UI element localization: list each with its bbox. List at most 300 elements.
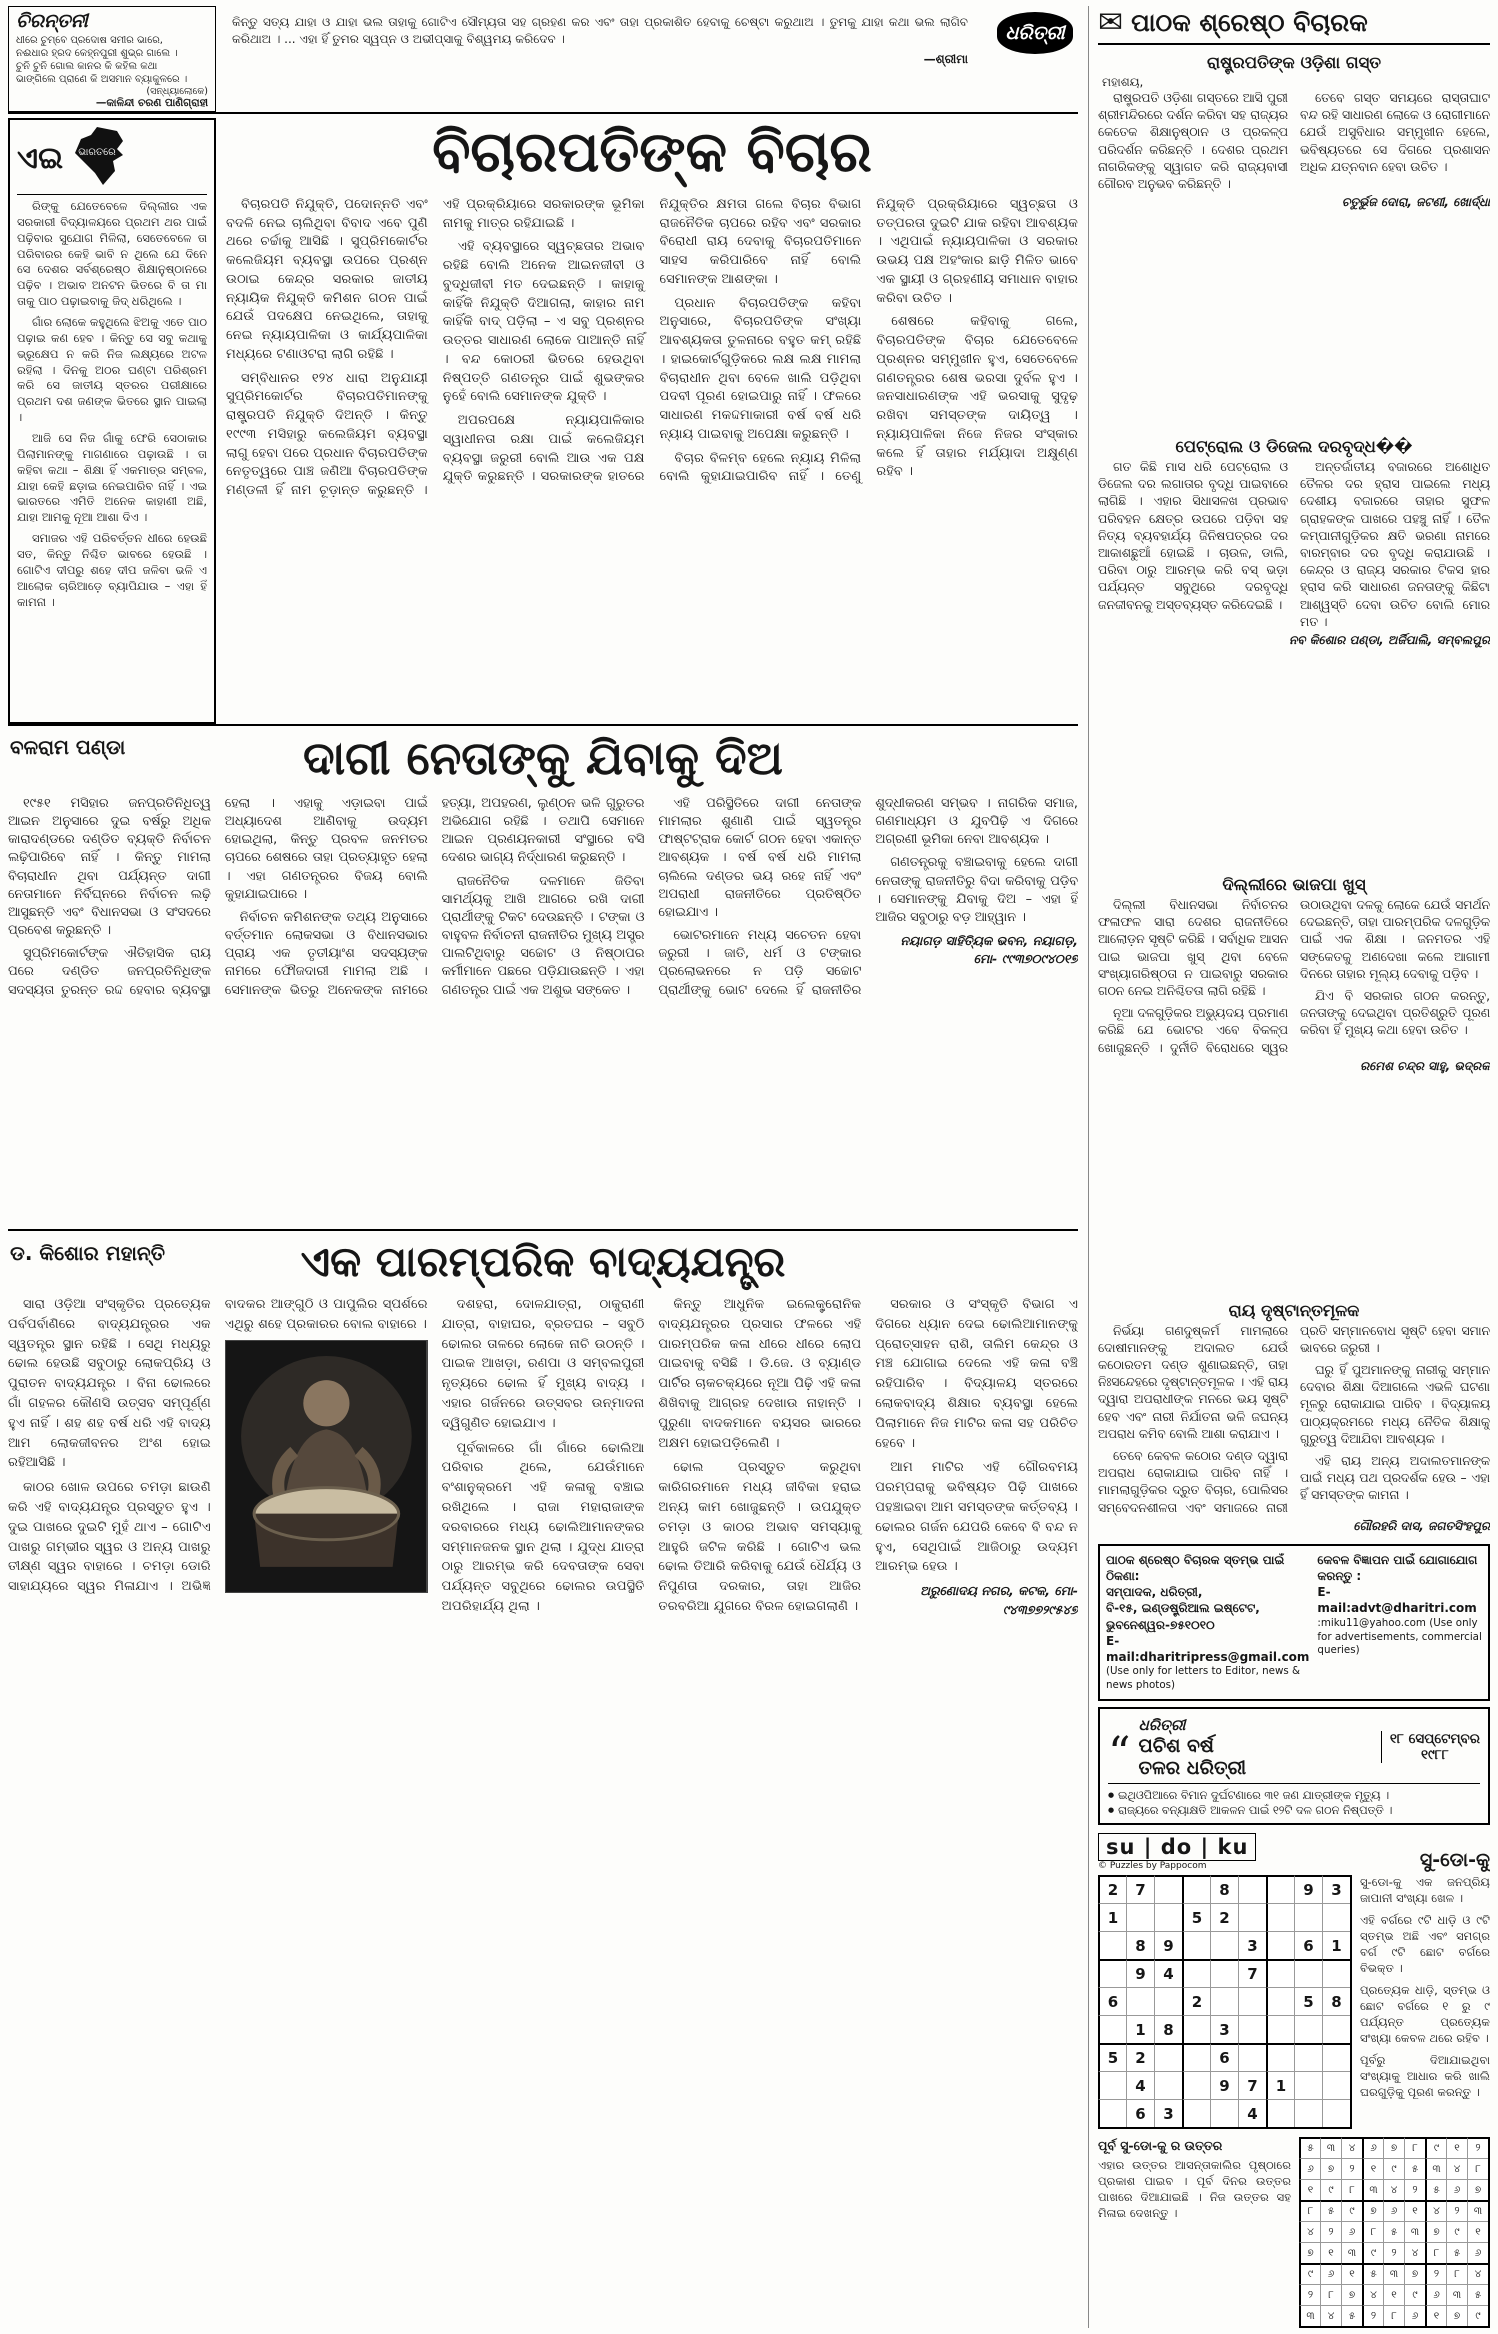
sudoku-cell[interactable]: 1 (1266, 2071, 1294, 2099)
sudoku-cell[interactable] (1210, 2099, 1238, 2127)
sudoku-cell[interactable]: 8 (1210, 1875, 1238, 1903)
sudoku-cell: ୫ (1467, 2284, 1488, 2305)
contact-box (1098, 1544, 1490, 1701)
sudoku-cell[interactable] (1098, 1959, 1126, 1987)
sudoku-cell[interactable]: 4 (1238, 2099, 1266, 2127)
paragraph: ଘରୁ ହିଁ ପୁଅମାନଙ୍କୁ ନାରୀକୁ ସମ୍ମାନ ଦେବାର ଶିକ୍ଷା ଦିଆଗଲେ ଏଭଳି ଘଟଣା ମୂଳରୁ ରୋକାଯାଇ ପାରିବ । ବିଦ୍ୟାଳୟ ପାଠ୍ୟକ୍ରମରେ ମଧ୍ୟ ନୈତିକ ଶିକ୍ଷାକୁ ଗୁରୁତ୍ୱ ଦିଆଯିବା ଆବଶ୍ୟକ । (1300, 1363, 1490, 1446)
sudoku-cell[interactable]: 8 (1154, 2015, 1182, 2043)
sudoku-section (1098, 1833, 1490, 2328)
sudoku-cell: ୬ (1320, 2263, 1341, 2284)
sudoku-cell[interactable] (1098, 2099, 1126, 2127)
years-ago-item: ● ରାଜ୍ୟରେ ବନ୍ୟାକ୍ଷତି ଆକଳନ ପାଇଁ ୧୨ଟି ଦଳ ଗଠନ ନିଷ୍ପତ୍ତି । (1108, 1803, 1480, 1818)
sudoku-cell[interactable] (1322, 1903, 1350, 1931)
chirantani-author: —କାଳିନ୍ଦୀ ଚରଣ ପାଣିଗ୍ରାହୀ (95, 97, 208, 109)
section-editorial (8, 114, 1078, 726)
sudoku-cell: ୭ (1404, 2263, 1425, 2284)
paragraph: ପୂର୍ବକାଳରେ ଗାଁ ଗାଁରେ ଢୋଲିଆ ପରିବାର ଥିଲେ, ଯେଉଁମାନେ ବଂଶାନୁକ୍ରମେ ଏହି କଳାକୁ ବଞ୍ଚାଇ ରଖିଥିଲେ । ରାଜା ମହାରାଜାଙ୍କ ଦରବାରରେ ମଧ୍ୟ ଢୋଲିଆମାନଙ୍କର ସମ୍ମାନଜନକ ସ୍ଥାନ ଥିଲା । ଯୁଦ୍ଧ ଯାତ୍ରା ଠାରୁ ଆରମ୍ଭ କରି ଦେବତାଙ୍କ ସେବା ପର୍ଯ୍ୟନ୍ତ ସବୁଥିରେ ଢୋଲର ଉପସ୍ଥିତି ଅପରିହାର୍ଯ୍ୟ ଥିଲା । (441, 1440, 645, 1614)
verse-line: ନଈଧାର ହ୍ରଦ କେହ୍ନପୁରୀ ଶୁଭ୍ର ଗାଲେ । (16, 48, 178, 59)
sudoku-cell[interactable] (1322, 2071, 1350, 2099)
sudoku-cell: ୭ (1446, 2305, 1467, 2326)
article2-body (8, 795, 1078, 1229)
svg-text:ଭାରତରେ: ଭାରତରେ (78, 147, 116, 158)
sudoku-cell[interactable] (1294, 2015, 1322, 2043)
sudoku-cell: ୪ (1404, 2242, 1425, 2263)
sudoku-cell[interactable] (1098, 2015, 1126, 2043)
masthead-logo (992, 6, 1078, 112)
sudoku-cell: ୮ (1341, 2179, 1362, 2200)
letter-heading: ଦିଲ୍ଲୀରେ ଭାଜପା ଖୁସ୍ (1222, 874, 1366, 894)
paragraph: ସରକାର ଓ ସଂସ୍କୃତି ବିଭାଗ ଏ ଦିଗରେ ଧ୍ୟାନ ଦେଇ ଢୋଲିଆମାନଙ୍କୁ ପ୍ରୋତ୍ସାହନ ରାଶି, ତାଲିମ କେନ୍ଦ୍ର ଓ ମଞ୍ଚ ଯୋଗାଇ ଦେଲେ ଏହି କଳା ବଞ୍ଚି ରହିପାରିବ । ବିଦ୍ୟାଳୟ ସ୍ତରରେ ଲୋକବାଦ୍ୟ ଶିକ୍ଷାର ବ୍ୟବସ୍ଥା ହେଲେ ପିଲାମାନେ ନିଜ ମାଟିର କଳା ସହ ପରିଚିତ ହେବେ । (875, 1297, 1078, 1451)
sudoku-cell[interactable]: 6 (1126, 2099, 1154, 2127)
sudoku-cell: ୨ (1383, 2242, 1404, 2263)
paragraph: ସମ୍ବିଧାନର ୧୨୪ ଧାରା ଅନୁଯାୟୀ ସୁପ୍ରିମକୋର୍ଟର ବିଚାରପତିମାନଙ୍କୁ ରାଷ୍ଟ୍ରପତି ନିଯୁକ୍ତି ଦିଅନ୍ତି । କିନ୍ତୁ ୧୯୯୩ ମସିହାରୁ କଲେଜିୟମ ବ୍ୟବସ୍ଥା ଲାଗୁ ହେବା ପରେ ପ୍ରଧାନ ବିଚାରପତିଙ୍କ ନେତୃତ୍ୱରେ ପାଞ୍ଚ ଜଣିଆ ବିଚାରପତିଙ୍କ ମଣ୍ଡଳୀ ହିଁ ନାମ ଚୂଡ଼ାନ୍ତ କରୁଛନ୍ତି । ଏହି ପ୍ରକ୍ରିୟାରେ ସରକାରଙ୍କ ଭୂମିକା ନାମକୁ ମାତ୍ର ରହିଯାଇଛି । (226, 197, 645, 499)
sudoku-cell: ୨ (1341, 2158, 1362, 2179)
sudoku-cell[interactable] (1266, 1959, 1294, 1987)
paragraph: ତେବେ କେବଳ କଠୋର ଦଣ୍ଡ ଦ୍ୱାରା ଅପରାଧ ରୋକାଯାଇ ପାରିବ ନାହିଁ । ମାମଲାଗୁଡ଼ିକର ଦ୍ରୁତ ବିଚାର, ପୋଲିସର ସମ୍ବେଦନଶୀଳତା ଏବଂ ସମାଜରେ ନାରୀ ପ୍ରତି ସମ୍ମାନବୋଧ ସୃଷ୍ଟି ହେବା ସମାନ ଭାବରେ ଜରୁରୀ । (1098, 1323, 1490, 1515)
contact-editorial (1106, 1552, 1309, 1693)
verse-line: ଧୀରେ ଚୁମ୍ବେ ପ୍ରଦୋଷ ସମୀର ଭାରେ, (16, 35, 163, 46)
sudoku-header (1098, 1833, 1490, 1871)
sudoku-cell: ୩ (1467, 2200, 1488, 2221)
sudoku-cell: ୯ (1320, 2179, 1341, 2200)
sudoku-cell[interactable]: 5 (1182, 1903, 1210, 1931)
years-ago-item: ● ଇଥିଓପିଆରେ ବିମାନ ଦୁର୍ଘଟଣାରେ ୩୧ ଜଣ ଯାତ୍ରୀଙ୍କ ମୃତ୍ୟୁ । (1108, 1788, 1480, 1803)
sudoku-cell: ୧ (1341, 2263, 1362, 2284)
sudoku-cell: ୩ (1383, 2263, 1404, 2284)
sudoku-cell[interactable]: 7 (1238, 1959, 1266, 1987)
paragraph: ଏହି ରାୟ ଅନ୍ୟ ଅଦାଲତମାନଙ୍କ ପାଇଁ ମଧ୍ୟ ପଥ ପ୍ରଦର୍ଶକ ହେଉ – ଏହା ହିଁ ସମସ୍ତଙ୍କ କାମନା । (1300, 1454, 1490, 1503)
sudoku-cell[interactable]: 9 (1154, 1931, 1182, 1959)
paragraph: ଗଣତନ୍ତ୍ରକୁ ବଞ୍ଚାଇବାକୁ ହେଲେ ଦାଗୀ ନେତାଙ୍କୁ ରାଜନୀତିରୁ ବିଦା କରିବାକୁ ପଡ଼ିବ । ସେମାନଙ୍କୁ ଯିବାକୁ ଦିଅ – ଏହା ହିଁ ଆଜିର ସବୁଠାରୁ ବଡ଼ ଆହ୍ୱାନ । (875, 855, 1078, 925)
sudoku-cell[interactable] (1210, 1931, 1238, 1959)
sudoku-cell: ୮ (1320, 2284, 1341, 2305)
letter-body (1098, 897, 1490, 1057)
years-ago-header (1108, 1714, 1480, 1784)
letter-heading: ରାୟ ଦୃଷ୍ଟାନ୍ତମୂଳକ (1228, 1300, 1360, 1320)
sudoku-cell: ୪ (1320, 2305, 1341, 2326)
sudoku-cell[interactable] (1182, 1875, 1210, 1903)
years-ago-title (1139, 1714, 1373, 1780)
contact-line: ସମ୍ପାଦକ, ଧରିତ୍ରୀ, (1106, 1585, 1203, 1600)
sudoku-cell[interactable] (1266, 2043, 1294, 2071)
paragraph: ଢୋଲ ପ୍ରସ୍ତୁତ କରୁଥିବା କାରିଗରମାନେ ମଧ୍ୟ ଜୀବିକା ହରାଇ ଅନ୍ୟ କାମ ଖୋଜୁଛନ୍ତି । ଉପଯୁକ୍ତ ଚମଡ଼ା ଓ କାଠର ଅଭାବ ସମସ୍ୟାକୁ ଆହୁରି ଜଟିଳ କରିଛି । ଗୋଟିଏ ଭଲ ଢୋଲ ତିଆରି କରିବାକୁ ଯେଉଁ ଧୈର୍ଯ୍ୟ ଓ ନିପୁଣତା ଦରକାର, ତାହା ଆଜିର ତରବରିଆ ଯୁଗରେ ବିରଳ ହୋଇଗଲାଣି । (658, 1460, 862, 1614)
paragraph: ଆଜି ସେ ନିଜ ଗାଁକୁ ଫେରି ସେଠାକାର ପିଲାମାନଙ୍କୁ ମାଗଣାରେ ପଢ଼ାଉଛି । ତା କହିବା କଥା – ଶିକ୍ଷା ହିଁ ଏକମାତ୍ର ସମ୍ବଳ, ଯାହା କେହି ଛଡ଼ାଇ ନେଇପାରିବ ନାହିଁ । ଏଇ ଭାରତରେ ଏମିତି ଅନେକ କାହାଣୀ ଅଛି, ଯାହା ଆମକୁ ନୂଆ ଆଶା ଦିଏ । (17, 431, 207, 525)
sudoku-cell: ୩ (1341, 2242, 1362, 2263)
article3-headline: ଏକ ପାରମ୍ପରିକ ବାଦ୍ୟଯନ୍ତ୍ର (300, 1237, 786, 1286)
contact-line: ପାଠକ ଶ୍ରେଷ୍ଠ ବିଚାରକ ସ୍ତମ୍ଭ ପାଇଁ ଠିକଣା: (1106, 1552, 1285, 1584)
paragraph: ଗାଁର ଲୋକେ କହୁଥିଲେ ଝିଅକୁ ଏତେ ପାଠ ପଢ଼ାଇ କଣ ହେବ । କିନ୍ତୁ ସେ ସବୁ କଥାକୁ ଭ୍ରୂକ୍ଷେପ ନ କରି ନିଜ ଲକ୍ଷ୍ୟରେ ଅଟଳ ରହିଲା । ଦିନକୁ ଅଠର ଘଣ୍ଟା ପରିଶ୍ରମ କରି ସେ ଜାତୀୟ ସ୍ତରର ପରୀକ୍ଷାରେ ପ୍ରଥମ ଦଶ ଜଣଙ୍କ ଭିତରେ ସ୍ଥାନ ପାଇଲା । (17, 315, 207, 425)
sudoku-cell[interactable]: 2 (1098, 1875, 1126, 1903)
sudoku-cell: ୨ (1299, 2284, 1320, 2305)
sudoku-cell[interactable] (1266, 2099, 1294, 2127)
sudoku-cell[interactable] (1322, 2099, 1350, 2127)
letter-president-visit (1098, 49, 1490, 214)
contact-note: (Use only for letters to Editor, news & news photos) (1106, 1665, 1301, 1692)
sudoku-instructions (1360, 1875, 1490, 2129)
sudoku-cell: ୫ (1362, 2263, 1383, 2284)
letter-verdict (1098, 1297, 1490, 1538)
sudoku-cell: ୪ (1299, 2221, 1320, 2242)
sudoku-cell[interactable]: 7 (1126, 1875, 1154, 1903)
sudoku-cell[interactable]: 5 (1098, 2043, 1126, 2071)
sudoku-cell: ୫ (1299, 2137, 1320, 2158)
article1 (226, 118, 1078, 724)
years-title-line: ପଚିଶ ବର୍ଷ (1138, 1734, 1214, 1757)
years-ago-items (1108, 1788, 1480, 1819)
quote-mark-icon (1108, 1727, 1131, 1767)
sudoku-cell[interactable]: 9 (1126, 1959, 1154, 1987)
sudoku-cell: ୪ (1467, 2263, 1488, 2284)
sudoku-logo: su | do | ku (1098, 1833, 1256, 1861)
sudoku-cell: ୩ (1362, 2179, 1383, 2200)
sudoku-cell[interactable] (1154, 2043, 1182, 2071)
letter-salutation: ମହାଶୟ, (1102, 75, 1144, 89)
article2 (8, 726, 1078, 1231)
sudoku-answer-note (1098, 2137, 1291, 2222)
sudoku-cell[interactable]: 4 (1126, 2071, 1154, 2099)
paragraph: ଦଶହରା, ଦୋଳଯାତ୍ରା, ଠାକୁରାଣୀ ଯାତ୍ରା, ବାହାଘର, ବ୍ରତଘର – ସବୁଠି ଢୋଲର ତାଳରେ ଲୋକେ ନାଚି ଉଠନ୍ତି । ପାଇକ ଆଖଡ଼ା, ରଣପା ଓ ସମ୍ବଲପୁରୀ ନୃତ୍ୟରେ ଢୋଲ ହିଁ ମୁଖ୍ୟ ବାଦ୍ୟ । ଏହାର ଗର୍ଜନରେ ଉତ୍ସବର ଉନ୍ମାଦନା ଦ୍ୱିଗୁଣିତ ହୋଇଯାଏ । (441, 1297, 645, 1431)
sudoku-cell[interactable] (1098, 1931, 1126, 1959)
sudoku-cell[interactable]: 6 (1098, 1987, 1126, 2015)
sudoku-cell[interactable]: 9 (1294, 1875, 1322, 1903)
sudoku-cell: ୯ (1299, 2263, 1320, 2284)
article1-body (226, 196, 1078, 724)
article2-signature: ନୟାଗଡ଼ ସାହିତ୍ୟିକ ଭବନ, ନୟାଗଡ଼, ମୋ- ୯୯୩୭୦୯୪୦୧୭ (900, 933, 1078, 966)
sudoku-cell: ୩ (1320, 2137, 1341, 2158)
paragraph: ବିଚାରପତି ନିଯୁକ୍ତି, ପଦୋନ୍ନତି ଏବଂ ବଦଳି ନେଇ ଚାଲିଥିବା ବିବାଦ ଏବେ ପୁଣି ଥରେ ଚର୍ଚ୍ଚାକୁ ଆସିଛି । ସୁପ୍ରିମକୋର୍ଟର କଲେଜିୟମ ବ୍ୟବସ୍ଥା ଉପରେ ପ୍ରଶ୍ନ ଉଠାଇ କେନ୍ଦ୍ର ସରକାର ଜାତୀୟ ନ୍ୟାୟିକ ନିଯୁକ୍ତି କମିଶନ ଗଠନ ପାଇଁ ଯେଉଁ ପଦକ୍ଷେପ ନେଇଥିଲେ, ତାହାକୁ ନେଇ ନ୍ୟାୟପାଳିକା ଓ କାର୍ଯ୍ୟପାଳିକା ମଧ୍ୟରେ ଟଣାଓଟରା ଲାଗି ରହିଛି । (226, 197, 428, 362)
sudoku-cell: ୨ (1467, 2137, 1488, 2158)
sudoku-cell[interactable] (1098, 2071, 1126, 2099)
sudoku-cell: ୨ (1320, 2221, 1341, 2242)
sudoku-cell[interactable] (1266, 2015, 1294, 2043)
sudoku-cell[interactable]: 7 (1238, 2071, 1266, 2099)
sudoku-cell[interactable]: 3 (1238, 1931, 1266, 1959)
sudoku-cell: ୮ (1446, 2263, 1467, 2284)
letter-fuel-price (1098, 433, 1490, 652)
verse-line: ଚୁନି ଚୁନି ଗୋଲ କାନର କି କହିଲ କଥା (16, 61, 158, 72)
sudoku-cell[interactable] (1182, 2015, 1210, 2043)
letter-signature: ରମେଶ ଚନ୍ଦ୍ର ସାହୁ, ଭଦ୍ରକ (1359, 1058, 1490, 1073)
sudoku-cell[interactable]: 2 (1182, 1987, 1210, 2015)
sudoku-cell: ୭ (1362, 2200, 1383, 2221)
sudoku-credit: © Puzzles by Pappocom (1098, 1861, 1207, 1871)
sudoku-grid[interactable] (1098, 1875, 1352, 2129)
sudoku-cell[interactable] (1154, 1987, 1182, 2015)
sudoku-cell: ୧ (1320, 2242, 1341, 2263)
sudoku-cell: ୫ (1341, 2305, 1362, 2326)
instruction-line: ପ୍ରତ୍ୟେକ ଧାଡ଼ି, ସ୍ତମ୍ଭ ଓ ଛୋଟ ବର୍ଗରେ ୧ ରୁ ୯ ପର୍ଯ୍ୟନ୍ତ ପ୍ରତ୍ୟେକ ସଂଖ୍ୟା କେବଳ ଥରେ ରହିବ । (1360, 1982, 1490, 2045)
sudoku-cell[interactable]: 6 (1294, 1931, 1322, 1959)
sudoku-odia-title: ସୁ-ଡୋ-କୁ (1419, 1849, 1490, 1871)
sudoku-cell[interactable] (1266, 1931, 1294, 1959)
paragraph: ଯିଏ ବି ସରକାର ଗଠନ କରନ୍ତୁ, ଜନତାଙ୍କୁ ଦେଇଥିବା ପ୍ରତିଶ୍ରୁତି ପୂରଣ କରିବା ହିଁ ମୁଖ୍ୟ କଥା ହେବା ଉଚିତ । (1300, 988, 1490, 1038)
chirantani-box (8, 6, 216, 112)
sudoku-cell[interactable] (1266, 1903, 1294, 1931)
sudoku-cell: ୩ (1404, 2221, 1425, 2242)
sudoku-cell[interactable] (1238, 1903, 1266, 1931)
answer-note-text: ଏହାର ଉତ୍ତର ଆସନ୍ତାକାଲିର ପୃଷ୍ଠାରେ ପ୍ରକାଶ ପାଇବ । ପୂର୍ବ ଦିନର ଉତ୍ତର ପାଖରେ ଦିଆଯାଇଛି । ନିଜ ଉତ୍ତର ସହ ମିଳାଇ ଦେଖନ୍ତୁ । (1098, 2158, 1291, 2221)
sudoku-cell[interactable] (1182, 1931, 1210, 1959)
sudoku-cell: ୭ (1425, 2221, 1446, 2242)
instruction-line: ଏହି ବର୍ଗରେ ୯ଟି ଧାଡ଼ି ଓ ୯ଟି ସ୍ତମ୍ଭ ଅଛି ଏବଂ ସମଗ୍ର ବର୍ଗ ୯ଟି ଛୋଟ ବର୍ଗରେ ବିଭକ୍ତ । (1360, 1912, 1490, 1975)
letters-section-header (1098, 6, 1490, 45)
sudoku-cell[interactable] (1266, 1987, 1294, 2015)
sudoku-cell: ୯ (1425, 2137, 1446, 2158)
letters-rail (1088, 6, 1490, 2328)
sudoku-cell[interactable] (1294, 1959, 1322, 1987)
daily-quote-author: —ଶ୍ରୀମା (923, 51, 968, 66)
paragraph: ଅପରପକ୍ଷେ ନ୍ୟାୟପାଳିକାର ସ୍ୱାଧୀନତା ରକ୍ଷା ପାଇଁ କଲେଜିୟମ ବ୍ୟବସ୍ଥା ଜରୁରୀ ବୋଲି ଆଉ ଏକ ପକ୍ଷ ଯୁକ୍ତି କରୁଛନ୍ତି । ସରକାରଙ୍କ ହାତରେ ନିଯୁକ୍ତିର କ୍ଷମତା ଗଲେ ବିଚାର ବିଭାଗ ରାଜନୈତିକ ଚାପରେ ରହିବ ଏବଂ ସରକାର ବିରୋଧୀ ରାୟ ଦେବାକୁ ବିଚାରପତିମାନେ ସାହସ କରିପାରିବେ ନାହିଁ ବୋଲି ସେମାନଙ୍କ ଆଶଙ୍କା । (442, 197, 862, 485)
article1-headline: ବିଚାରପତିଙ୍କ ବିଚାର (432, 120, 872, 185)
chirantani-title: ଚିରନ୍ତନୀ (16, 10, 88, 32)
paragraph: ସୁପ୍ରିମକୋର୍ଟଙ୍କ ଐତିହାସିକ ରାୟ ପରେ ଦଣ୍ଡିତ ଜନପ୍ରତିନିଧିଙ୍କ ସଦସ୍ୟତା ତୁରନ୍ତ ରଦ୍ଦ ହେବାର ବ୍ୟବସ୍ଥା ହେଲା । ଏହାକୁ ଏଡ଼ାଇବା ପାଇଁ ଅଧ୍ୟାଦେଶ ଆଣିବାକୁ ଉଦ୍ୟମ ହୋଇଥିଲା, କିନ୍ତୁ ପ୍ରବଳ ଜନମତର ଚାପରେ ଶେଷରେ ତାହା ପ୍ରତ୍ୟାହୃତ ହେଲା । ଏହା ଗଣତନ୍ତ୍ରର ବିଜୟ ବୋଲି କୁହାଯାଇପାରେ । (8, 796, 428, 998)
chirantani-source: (ସନ୍ଧ୍ୟାଲୋକେ) (146, 86, 208, 97)
sudoku-cell[interactable] (1210, 1987, 1238, 2015)
sudoku-puzzle-row (1098, 1875, 1490, 2129)
article2-header (8, 731, 1078, 787)
sudoku-answer-grid (1299, 2137, 1490, 2328)
paragraph: ଏହି ପରିସ୍ଥିତିରେ ଦାଗୀ ନେତାଙ୍କ ମାମଲାର ଶୁଣାଣି ପାଇଁ ସ୍ୱତନ୍ତ୍ର ଫାଷ୍ଟଟ୍ରାକ କୋର୍ଟ ଗଠନ ହେବା ଏକାନ୍ତ ଆବଶ୍ୟକ । ବର୍ଷ ବର୍ଷ ଧରି ମାମଲା ଚାଲିଲେ ଦଣ୍ଡର ଭୟ ରହେ ନାହିଁ ଏବଂ ଅପରାଧୀ ରାଜନୀତିରେ ପ୍ରତିଷ୍ଠିତ ହୋଇଯାଏ । (658, 796, 862, 920)
drummer-photo (225, 1340, 428, 1593)
sudoku-cell[interactable] (1182, 2043, 1210, 2071)
sudoku-cell[interactable] (1322, 1959, 1350, 1987)
sudoku-cell: ୭ (1299, 2242, 1320, 2263)
years-ago-box (1098, 1707, 1490, 1825)
previous-answer-label: ପୂର୍ବ ସୁ-ଡୋ-କୁ ର ଉତ୍ତର (1098, 2138, 1223, 2153)
sudoku-cell: ୯ (1446, 2221, 1467, 2242)
sudoku-cell: ୧ (1362, 2158, 1383, 2179)
sudoku-cell[interactable] (1154, 1875, 1182, 1903)
sudoku-cell: ୯ (1404, 2284, 1425, 2305)
sudoku-cell: ୫ (1383, 2221, 1404, 2242)
years-title-line: ତଳର ଧରିତ୍ରୀ (1138, 1756, 1247, 1779)
sudoku-cell[interactable]: 9 (1210, 2071, 1238, 2099)
sudoku-cell: ୬ (1446, 2179, 1467, 2200)
sudoku-cell[interactable]: 1 (1126, 2015, 1154, 2043)
sudoku-cell: ୬ (1404, 2305, 1425, 2326)
sudoku-cell: ୩ (1425, 2158, 1446, 2179)
sudoku-cell[interactable]: 1 (1098, 1903, 1126, 1931)
paragraph: କାଠର ଖୋଳ ଉପରେ ଚମଡ଼ା ଛାଉଣି କରି ଏହି ବାଦ୍ୟଯନ୍ତ୍ର ପ୍ରସ୍ତୁତ ହୁଏ । ଦୁଇ ପାଖରେ ଦୁଇଟି ମୁହଁ ଥାଏ – ଗୋଟିଏ ପାଖରୁ ଗମ୍ଭୀର ସ୍ୱର ଓ ଅନ୍ୟ ପାଖରୁ ତୀକ୍ଷ୍ଣ ସ୍ୱର ବାହାରେ । ଚମଡ଼ା ଡୋରି ସାହାଯ୍ୟରେ ସ୍ୱର ମିଳାଯାଏ । ଅଭିଜ୍ଞ ବାଦକର ଆଙ୍ଗୁଠି ଓ ପାପୁଲିର ସ୍ପର୍ଶରେ ଏଥିରୁ ଶହେ ପ୍ରକାରର ବୋଲ ବାହାରେ । (8, 1297, 428, 1595)
paragraph: ସାରା ଓଡ଼ିଆ ସଂସ୍କୃତିର ପ୍ରତ୍ୟେକ ପର୍ବପର୍ବାଣିରେ ବାଦ୍ୟଯନ୍ତ୍ରର ଏକ ସ୍ୱତନ୍ତ୍ର ସ୍ଥାନ ରହିଛି । ସେଥି ମଧ୍ୟରୁ ଢୋଲ ହେଉଛି ସବୁଠାରୁ ଲୋକପ୍ରିୟ ଓ ପୁରାତନ ବାଦ୍ୟଯନ୍ତ୍ର । ବିନା ଢୋଲରେ ଗାଁ ଗହଳର କୌଣସି ଉତ୍ସବ ସମ୍ପୂର୍ଣ୍ଣ ହୁଏ ନାହିଁ । ଶହ ଶହ ବର୍ଷ ଧରି ଏହି ବାଦ୍ୟ ଆମ ଲୋକଜୀବନର ଅଂଶ ହୋଇ ରହିଆସିଛି । (8, 1297, 211, 1471)
article3-header (8, 1237, 1078, 1287)
sudoku-cell[interactable] (1322, 2043, 1350, 2071)
sudoku-cell: ୪ (1383, 2179, 1404, 2200)
sudoku-cell[interactable]: 1 (1322, 1931, 1350, 1959)
sudoku-cell: ୫ (1425, 2179, 1446, 2200)
letter-heading: ପେଟ୍ରୋଲ ଓ ଡିଜେଲ ଦରବୃଦ୍ଧ�� (1175, 437, 1413, 457)
sudoku-cell: ୮ (1383, 2305, 1404, 2326)
sudoku-cell[interactable] (1294, 1903, 1322, 1931)
ei-title-text: ଏଇ (17, 140, 64, 176)
ei-bharatare-header (17, 125, 207, 195)
sudoku-cell: ୪ (1341, 2137, 1362, 2158)
sudoku-cell: ୨ (1362, 2305, 1383, 2326)
ei-bharatare-column (8, 118, 216, 724)
sudoku-cell: ୧ (1425, 2305, 1446, 2326)
sudoku-cell: ୫ (1404, 2158, 1425, 2179)
sudoku-cell: ୨ (1446, 2200, 1467, 2221)
sudoku-cell[interactable]: 3 (1210, 2015, 1238, 2043)
sudoku-cell: ୮ (1362, 2221, 1383, 2242)
main-area (8, 6, 1078, 2328)
sudoku-cell: ୮ (1467, 2158, 1488, 2179)
article3-byline: ଡ. କିଶୋର ମହାନ୍ତି (10, 1241, 165, 1265)
letter-body (1098, 1323, 1490, 1517)
article2-headline: ଦାଗୀ ନେତାଙ୍କୁ ଯିବାକୁ ଦିଅ (303, 731, 783, 785)
sudoku-cell: ୬ (1383, 2200, 1404, 2221)
article3-body (8, 1295, 1078, 2328)
sudoku-cell: ୮ (1299, 2200, 1320, 2221)
article2-byline: ବଳରାମ ପଣ୍ଡା (10, 735, 126, 759)
sudoku-cell: ୧ (1299, 2179, 1320, 2200)
sudoku-cell: ୭ (1467, 2179, 1488, 2200)
paragraph: ରିଙ୍କୁ ଯେତେବେଳେ ଦିଲ୍ଲୀର ଏକ ସରକାରୀ ବିଦ୍ୟାଳୟରେ ପ୍ରଥମ ଥର ପାଇଁ ପଢ଼ିବାର ସୁଯୋଗ ମିଳିଲା, ସେତେବେଳେ ତା ପରିବାରର କେହି ଭାବି ନ ଥିଲେ ଯେ ଦିନେ ସେ ଦେଶର ସର୍ବଶ୍ରେଷ୍ଠ ଶିକ୍ଷାନୁଷ୍ଠାନରେ ପଢ଼ିବ । ଅଭାବ ଅନଟନ ଭିତରେ ବି ତା ମା ତାକୁ ପାଠ ପଢ଼ାଇବାକୁ ଜିଦ୍ ଧରିଥିଲେ । (17, 199, 207, 309)
sudoku-cell[interactable]: 2 (1126, 2043, 1154, 2071)
verse-line: ଭାଙ୍ଗିଲେ ପ୍ରାଣେ କି ଅସମାନ ବ୍ୟାକୁଳରେ । (16, 74, 188, 85)
paragraph: ରାଷ୍ଟ୍ରପତି ଓଡ଼ିଶା ଗସ୍ତରେ ଆସି ପୁରୀ ଶ୍ରୀମନ୍ଦିରରେ ଦର୍ଶନ କରିବା ସହ ରାଜ୍ୟର କେତେକ ଶିକ୍ଷାନୁଷ୍ଠାନ ଓ ପ୍ରକଳ୍ପ ପରିଦର୍ଶନ କରିଛନ୍ତି । ଦେଶର ପ୍ରଥମ ନାଗରିକଙ୍କୁ ସ୍ୱାଗତ କରି ରାଜ୍ୟବାସୀ ଗୌରବ ଅନୁଭବ କରିଛନ୍ତି । (1098, 91, 1288, 192)
sudoku-cell: ୩ (1299, 2305, 1320, 2326)
letter-body (1098, 459, 1490, 631)
daily-quote-text: କିନ୍ତୁ ସତ୍ୟ ଯାହା ଓ ଯାହା ଭଲ ତାହାକୁ ଗୋଟିଏ ସୌମ୍ୟତା ସହ ଗ୍ରହଣ କର ଏବଂ ତାହା ପ୍ରକାଶିତ ହେବାକୁ ଚେଷ୍ଟା କରୁଥାଅ । ତୁମକୁ ଯାହା କଥା ଭଲ ଲାଗିବ କରିଥାଅ । ... ଏହା ହିଁ ତୁମର ସ୍ୱପ୍ନ ଓ ଅଭୀପ୍ସାକୁ ବିଶ୍ୱମୟ କରିଦେବ । (232, 15, 968, 47)
paragraph: ଶେଷରେ କହିବାକୁ ଗଲେ, ବିଚାରପତିଙ୍କ ବିଚାର ଯେତେବେଳେ ପ୍ରଶ୍ନର ସମ୍ମୁଖୀନ ହୁଏ, ସେତେବେଳେ ଗଣତନ୍ତ୍ରର ଶେଷ ଭରସା ଦୁର୍ବଳ ହୁଏ । ଜନସାଧାରଣଙ୍କ ଏହି ଭରସାକୁ ସୁଦୃଢ଼ ରଖିବା ସମସ୍ତଙ୍କ ଦାୟିତ୍ୱ । ନ୍ୟାୟପାଳିକା ନିଜେ ନିଜର ସଂସ୍କାର କଲେ ହିଁ ତାହାର ମର୍ଯ୍ୟାଦା ଅକ୍ଷୁଣ୍ଣ ରହିବ । (876, 314, 1078, 480)
sudoku-cell[interactable] (1322, 2015, 1350, 2043)
top-strip (8, 6, 1078, 114)
contact-note: :miku11@yahoo.com (Use only for advertisements, commercial queries) (1317, 1616, 1482, 1657)
date-line: ୧୮ ସେପ୍ଟେମ୍ବର (1389, 1730, 1480, 1747)
sudoku-cell[interactable] (1126, 1903, 1154, 1931)
sudoku-cell: ୬ (1362, 2137, 1383, 2158)
article3-signature: ଅରୁଣୋଦୟ ନଗର, କଟକ, ମୋ- ୯୪୩୭୭୨୯୫୪୭ (920, 1583, 1078, 1617)
article3 (8, 1231, 1078, 2328)
sudoku-cell: ୫ (1320, 2200, 1341, 2221)
sudoku-cell[interactable]: 8 (1126, 1931, 1154, 1959)
sudoku-cell[interactable] (1238, 1875, 1266, 1903)
paragraph: ନିର୍ବାଚନ କମିଶନଙ୍କ ତଥ୍ୟ ଅନୁସାରେ ବର୍ତ୍ତମାନ ଲୋକସଭା ଓ ବିଧାନସଭାର ପ୍ରାୟ ଏକ ତୃତୀୟାଂଶ ସଦସ୍ୟଙ୍କ ନାମରେ ଫୌଜଦାରୀ ମାମଲା ଅଛି । ସେମାନଙ୍କ ଭିତରୁ ଅନେକଙ୍କ ନାମରେ ହତ୍ୟା, ଅପହରଣ, ଲୁଣ୍ଠନ ଭଳି ଗୁରୁତର ଅଭିଯୋଗ ରହିଛି । ତଥାପି ସେମାନେ ଆଇନ ପ୍ରଣୟନକାରୀ ସଂସ୍ଥାରେ ବସି ଦେଶର ଭାଗ୍ୟ ନିର୍ଦ୍ଧାରଣ କରୁଛନ୍ତି । (224, 796, 645, 998)
sudoku-cell[interactable] (1182, 1959, 1210, 1987)
editorial-email: E-mail:dharitripress@gmail.com (1106, 1633, 1310, 1664)
sudoku-cell[interactable]: 2 (1210, 1903, 1238, 1931)
sudoku-cell: ୭ (1341, 2284, 1362, 2305)
letters-list (1098, 49, 1490, 1538)
years-ago-date (1381, 1731, 1480, 1763)
paragraph: କିନ୍ତୁ ଆଧୁନିକ ଇଲେକ୍ଟ୍ରୋନିକ ବାଦ୍ୟଯନ୍ତ୍ରର ପ୍ରସାର ଫଳରେ ଏହି ପାରମ୍ପରିକ କଳା ଧୀରେ ଧୀରେ ଲୋପ ପାଇବାକୁ ବସିଛି । ଡି.ଜେ. ଓ ବ୍ୟାଣ୍ଡ ପାର୍ଟିର ଚାକଚକ୍ୟରେ ନୂଆ ପିଢ଼ି ଏହି କଳା ଶିଖିବାକୁ ଆଗ୍ରହ ଦେଖାଉ ନାହାନ୍ତି । ପୁରୁଣା ବାଦକମାନେ ବୟସର ଭାରରେ ଅକ୍ଷମ ହୋଇପଡ଼ିଲେଣି । (658, 1297, 862, 1451)
sudoku-cell[interactable]: 3 (1154, 2099, 1182, 2127)
sudoku-cell[interactable] (1294, 2043, 1322, 2071)
letter-delhi-bjp (1098, 871, 1490, 1078)
sudoku-cell[interactable] (1238, 2043, 1266, 2071)
india-map-icon (67, 125, 143, 191)
paragraph: ତେବେ ଗସ୍ତ ସମୟରେ ରାସ୍ତାଘାଟ ବନ୍ଦ ରହି ସାଧାରଣ ଲୋକେ ଓ ରୋଗୀମାନେ ଯେଉଁ ଅସୁବିଧାର ସମ୍ମୁଖୀନ ହେଲେ, ଭବିଷ୍ୟତରେ ସେ ଦିଗରେ ପ୍ରଶାସନ ଅଧିକ ଯତ୍ନବାନ ହେବା ଉଚିତ । (1300, 91, 1490, 174)
sudoku-cell[interactable]: 6 (1210, 2043, 1238, 2071)
letter-signature: ଚତୁର୍ଭୁଜ ଦୋରା, ଜଟଣୀ, ଖୋର୍ଦ୍ଧା (1341, 195, 1490, 210)
sudoku-cell: ୫ (1446, 2242, 1467, 2263)
sudoku-cell: ୮ (1425, 2242, 1446, 2263)
sudoku-cell[interactable] (1182, 2099, 1210, 2127)
paragraph: ଗତ କିଛି ମାସ ଧରି ପେଟ୍ରୋଲ ଓ ଡିଜେଲ ଦର ଲଗାତାର ବୃଦ୍ଧି ପାଇବାରେ ଲାଗିଛି । ଏହାର ସିଧାସଳଖ ପ୍ରଭାବ ପରିବହନ କ୍ଷେତ୍ର ଉପରେ ପଡ଼ିବା ସହ ନିତ୍ୟ ବ୍ୟବହାର୍ଯ୍ୟ ଜିନିଷପତ୍ରର ଦର ଆକାଶଛୁଆଁ ହୋଇଛି । ଚାଉଳ, ଡାଲି, ପରିବା ଠାରୁ ଆରମ୍ଭ କରି ବସ୍ ଭଡ଼ା ପର୍ଯ୍ୟନ୍ତ ସବୁଥିରେ ଦରବୃଦ୍ଧି ଜନଜୀବନକୁ ଅସ୍ତବ୍ୟସ୍ତ କରିଦେଇଛି । (1098, 460, 1288, 612)
sudoku-previous-answer (1098, 2137, 1490, 2328)
letter-signature: ଗୌରହରି ଦାସ, ଜଗତସିଂହପୁର (1353, 1518, 1490, 1533)
contact-advertising (1317, 1552, 1482, 1693)
paragraph: ଭୋଟରମାନେ ମଧ୍ୟ ସଚେତନ ହେବା ଜରୁରୀ । ଜାତି, ଧର୍ମ ଓ ଟଙ୍କାର ପ୍ରଲୋଭନରେ ନ ପଡ଼ି ସଚ୍ଚୋଟ ପ୍ରାର୍ଥୀଙ୍କୁ ଭୋଟ ଦେଲେ ହିଁ ରାଜନୀତିର ଶୁଦ୍ଧୀକରଣ ସମ୍ଭବ । ନାଗରିକ ସମାଜ, ଗଣମାଧ୍ୟମ ଓ ଯୁବପିଢ଼ି ଏ ଦିଗରେ ଅଗ୍ରଣୀ ଭୂମିକା ନେବା ଆବଶ୍ୟକ । (658, 796, 1078, 998)
paragraph: ବିଚାର ବିଳମ୍ବ ହେଲେ ନ୍ୟାୟ ମିଳିଲା ବୋଲି କୁହାଯାଇପାରିବ ନାହିଁ । ତେଣୁ ନିଯୁକ୍ତି ପ୍ରକ୍ରିୟାରେ ସ୍ୱଚ୍ଛତା ଓ ତତ୍ପରତା ଦୁଇଟି ଯାକ ରହିବା ଆବଶ୍ୟକ । ଏଥିପାଇଁ ନ୍ୟାୟପାଳିକା ଓ ସରକାର ଉଭୟ ପକ୍ଷ ଅହଂକାର ଛାଡ଼ି ମିଳିତ ଭାବେ ଏକ ସ୍ଥାୟୀ ଓ ଗ୍ରହଣୀୟ ସମାଧାନ ବାହାର କରିବା ଉଚିତ । (659, 197, 1078, 485)
years-logo: ଧରିତ୍ରୀ (1138, 1715, 1186, 1734)
sudoku-cell[interactable] (1238, 1987, 1266, 2015)
sudoku-cell[interactable] (1154, 1903, 1182, 1931)
sudoku-cell: ୬ (1425, 2284, 1446, 2305)
letter-signature: ନବ କିଶୋର ପଣ୍ଡା, ଅର୍ଜିପାଲି, ସମ୍ବଲପୁର (1288, 633, 1490, 648)
sudoku-cell: ୯ (1467, 2305, 1488, 2326)
sudoku-cell: ୭ (1320, 2158, 1341, 2179)
sudoku-cell[interactable] (1154, 2071, 1182, 2099)
sudoku-cell: ୬ (1341, 2221, 1362, 2242)
paragraph: ଏହି ବ୍ୟବସ୍ଥାରେ ସ୍ୱଚ୍ଛତାର ଅଭାବ ରହିଛି ବୋଲି ଅନେକ ଆଇନଜୀବୀ ଓ ବୁଦ୍ଧିଜୀବୀ ମତ ଦେଇଛନ୍ତି । କାହାକୁ କାହିଁକି ନିଯୁକ୍ତି ଦିଆଗଲା, କାହାର ନାମ କାହିଁକି ବାଦ୍ ପଡ଼ିଲା – ଏ ସବୁ ପ୍ରଶ୍ନର ଉତ୍ତର ସାଧାରଣ ଲୋକେ ପାଆନ୍ତି ନାହିଁ । ବନ୍ଦ କୋଠରୀ ଭିତରେ ହେଉଥିବା ନିଷ୍ପତ୍ତି ଗଣତନ୍ତ୍ର ପାଇଁ ଶୁଭଙ୍କର ନୁହେଁ ବୋଲି ସେମାନଙ୍କ ଯୁକ୍ତି । (442, 239, 645, 405)
sudoku-cell: ୬ (1299, 2158, 1320, 2179)
date-line: ୧୯୮୮ (1421, 1746, 1449, 1763)
paragraph: ପ୍ରଧାନ ବିଚାରପତିଙ୍କ କହିବା ଅନୁସାରେ, ବିଚାରପତିଙ୍କ ସଂଖ୍ୟା ଆବଶ୍ୟକତା ତୁଳନାରେ ବହୁତ କମ୍ ରହିଛି । ହାଇକୋର୍ଟଗୁଡ଼ିକରେ ଲକ୍ଷ ଲକ୍ଷ ମାମଲା ବିଚାରାଧୀନ ଥିବା ବେଳେ ଖାଲି ପଡ଼ିଥିବା ପଦବୀ ପୂରଣ ହୋଇପାରୁ ନାହିଁ । ଫଳରେ ସାଧାରଣ ମକଦ୍ଦମାକାରୀ ବର୍ଷ ବର୍ଷ ଧରି ନ୍ୟାୟ ପାଇବାକୁ ଅପେକ୍ଷା କରୁଛନ୍ତି । (659, 295, 862, 442)
sudoku-cell[interactable]: 4 (1154, 1959, 1182, 1987)
letter-body (1098, 90, 1490, 193)
sudoku-cell: ୧ (1446, 2137, 1467, 2158)
sudoku-cell: ୧ (1383, 2284, 1404, 2305)
sudoku-cell: ୯ (1362, 2242, 1383, 2263)
sudoku-cell[interactable] (1182, 2071, 1210, 2099)
sudoku-cell[interactable] (1294, 2099, 1322, 2127)
contact-line: ବି-୧୫, ଇଣ୍ଡଷ୍ଟ୍ରିଆଲ ଇଷ୍ଟେଟ, ଭୁବନେଶ୍ୱର-୭୫୧୦୧୦ (1106, 1601, 1260, 1632)
sudoku-cell[interactable] (1238, 2015, 1266, 2043)
paragraph: ନିର୍ଭୟା ଗଣଦୁଷ୍କର୍ମ ମାମଲାରେ ଦୋଷୀମାନଙ୍କୁ ଅଦାଲତ ଯେଉଁ କଠୋରତମ ଦଣ୍ଡ ଶୁଣାଇଛନ୍ତି, ତାହା ନିଃସନ୍ଦେହରେ ଦୃଷ୍ଟାନ୍ତମୂଳକ । ଏହି ରାୟ ଦ୍ୱାରା ଅପରାଧୀଙ୍କ ମନରେ ଭୟ ସୃଷ୍ଟି ହେବ ଏବଂ ନାରୀ ନିର୍ଯାତନା ଭଳି ଜଘନ୍ୟ ଅପରାଧ କମିବ ବୋଲି ଆଶା କରାଯାଏ । (1098, 1323, 1288, 1441)
daily-quote (226, 6, 982, 112)
sudoku-cell: ୪ (1362, 2284, 1383, 2305)
paragraph: ନୂଆ ଦଳଗୁଡ଼ିକର ଅଭ୍ୟୁଦୟ ପ୍ରମାଣ କରିଛି ଯେ ଭୋଟର ଏବେ ବିକଳ୍ପ ଖୋଜୁଛନ୍ତି । ଦୁର୍ନୀତି ବିରୋଧରେ ସ୍ୱର ଉଠାଉଥିବା ଦଳକୁ ଲୋକେ ଯେଉଁ ସମର୍ଥନ ଦେଇଛନ୍ତି, ତାହା ପାରମ୍ପରିକ ଦଳଗୁଡ଼ିକ ପାଇଁ ଏକ ଶିକ୍ଷା । ଜନମତର ଏହି ସଙ୍କେତକୁ ଅଣଦେଖା କଲେ ଆଗାମୀ ଦିନରେ ତାହାର ମୂଲ୍ୟ ଦେବାକୁ ପଡ଼ିବ । (1098, 897, 1490, 1055)
sudoku-cell: ୯ (1341, 2200, 1362, 2221)
paragraph: ରାଜନୈତିକ ଦଳମାନେ ଜିତିବା ସାମର୍ଥ୍ୟକୁ ଆଖି ଆଗରେ ରଖି ଦାଗୀ ପ୍ରାର୍ଥୀଙ୍କୁ ଟିକଟ ଦେଉଛନ୍ତି । ଟଙ୍କା ଓ ବାହୁବଳ ନିର୍ବାଚନୀ ରାଜନୀତିର ମୁଖ୍ୟ ଅସ୍ତ୍ର ପାଲଟିଥିବାରୁ ସଚ୍ଚୋଟ ଓ ନିଷ୍ଠାପର କର୍ମୀମାନେ ପଛରେ ପଡ଼ିଯାଉଛନ୍ତି । ଏହା ଗଣତନ୍ତ୍ର ପାଇଁ ଏକ ଅଶୁଭ ସଙ୍କେତ । (441, 873, 645, 998)
sudoku-cell[interactable]: 3 (1322, 1875, 1350, 1903)
paragraph: ଦିଲ୍ଲୀ ବିଧାନସଭା ନିର୍ବାଚନର ଫଳାଫଳ ସାରା ଦେଶର ରାଜନୀତିରେ ଆଲୋଡ଼ନ ସୃଷ୍ଟି କରିଛି । ସର୍ବାଧିକ ଆସନ ପାଇ ଭାଜପା ଖୁସ୍ ଥିବା ବେଳେ ସଂଖ୍ୟାଗରିଷ୍ଠତା ନ ପାଇବାରୁ ସରକାର ଗଠନ ନେଇ ଅନିଶ୍ଚିତତା ଲାଗି ରହିଛି । (1098, 897, 1288, 998)
paragraph: ୧୯୫୧ ମସିହାର ଜନପ୍ରତିନିଧିତ୍ୱ ଆଇନ ଅନୁସାରେ ଦୁଇ ବର୍ଷରୁ ଅଧିକ କାରାଦଣ୍ଡରେ ଦଣ୍ଡିତ ବ୍ୟକ୍ତି ନିର୍ବାଚନ ଲଢ଼ିପାରିବେ ନାହିଁ । କିନ୍ତୁ ମାମଲା ବିଚାରାଧୀନ ଥିବା ପର୍ଯ୍ୟନ୍ତ ଦାଗୀ ନେତାମାନେ ନିର୍ବିଘ୍ନରେ ନିର୍ବାଚନ ଲଢ଼ି ଆସୁଛନ୍ତି ଏବଂ ବିଧାନସଭା ଓ ସଂସଦରେ ପ୍ରବେଶ କରୁଛନ୍ତି । (8, 796, 211, 939)
sudoku-cell[interactable] (1294, 2071, 1322, 2099)
sudoku-cell[interactable] (1266, 1875, 1294, 1903)
letters-section-title: ପାଠକ ଶ୍ରେଷ୍ଠ ବିଚାରକ (1131, 8, 1368, 37)
sudoku-cell[interactable]: 8 (1322, 1987, 1350, 2015)
advert-email: E-mail:advt@dharitri.com (1317, 1585, 1477, 1616)
sudoku-cell: ୪ (1446, 2158, 1467, 2179)
chirantani-verse (16, 34, 208, 86)
sudoku-cell: ୯ (1383, 2158, 1404, 2179)
sudoku-cell[interactable] (1210, 1959, 1238, 1987)
sudoku-cell: ୨ (1425, 2263, 1446, 2284)
paragraph: ସମାଜର ଏହି ପରିବର୍ତ୍ତନ ଧୀରେ ହେଉଛି ସତ, କିନ୍ତୁ ନିଶ୍ଚିତ ଭାବରେ ହେଉଛି । ଗୋଟିଏ ଦୀପରୁ ଶହେ ଦୀପ ଜଳିବା ଭଳି ଏ ଆଲୋକ ଚାରିଆଡ଼େ ବ୍ୟାପିଯାଉ – ଏହା ହିଁ କାମନା । (17, 531, 207, 609)
sudoku-cell: ୨ (1404, 2179, 1425, 2200)
dharitri-logo: ଧରିତ୍ରୀ (997, 12, 1072, 54)
letter-heading: ରାଷ୍ଟ୍ରପତିଙ୍କ ଓଡ଼ିଶା ଗସ୍ତ (1206, 53, 1382, 72)
paragraph: ଆମ ମାଟିର ଏହି ଗୌରବମୟ ପରମ୍ପରାକୁ ଭବିଷ୍ୟତ ପିଢ଼ି ପାଖରେ ପହଞ୍ଚାଇବା ଆମ ସମସ୍ତଙ୍କ କର୍ତ୍ତବ୍ୟ । ଢୋଲର ଗର୍ଜନ ଯେପରି କେବେ ବି ବନ୍ଦ ନ ହୁଏ, ସେଥିପାଇଁ ଆଜିଠାରୁ ଉଦ୍ୟମ ଆରମ୍ଭ ହେଉ । (875, 1460, 1078, 1575)
sudoku-cell: ୧ (1404, 2200, 1425, 2221)
sudoku-cell: ୬ (1467, 2242, 1488, 2263)
sudoku-cell: ୭ (1383, 2137, 1404, 2158)
sudoku-cell: ୧ (1467, 2221, 1488, 2242)
sudoku-cell[interactable] (1126, 1987, 1154, 2015)
ei-bharatare-body (17, 199, 207, 717)
envelope-icon: ✉ (1098, 6, 1124, 40)
sudoku-cell[interactable]: 5 (1294, 1987, 1322, 2015)
sudoku-cell: ୪ (1425, 2200, 1446, 2221)
sudoku-cell: ୮ (1404, 2137, 1425, 2158)
instruction-line: ପୂର୍ବରୁ ଦିଆଯାଇଥିବା ସଂଖ୍ୟାକୁ ଆଧାର କରି ଖାଲି ଘରଗୁଡ଼ିକୁ ପୂରଣ କରନ୍ତୁ । (1360, 2052, 1490, 2099)
instruction-line: ସୁ-ଡୋ-କୁ ଏକ ଜନପ୍ରିୟ ଜାପାନୀ ସଂଖ୍ୟା ଖେଳ । (1360, 1875, 1490, 1905)
paragraph: ଅନ୍ତର୍ଜାତୀୟ ବଜାରରେ ଅଶୋଧିତ ତୈଳର ଦର ହ୍ରାସ ପାଇଲେ ମଧ୍ୟ ଦେଶୀୟ ବଜାରରେ ତାହାର ସୁଫଳ ଗ୍ରାହକଙ୍କ ପାଖରେ ପହଞ୍ଚୁ ନାହିଁ । ତୈଳ କମ୍ପାନୀଗୁଡ଼ିକର କ୍ଷତି ଭରଣା ନାମରେ ବାରମ୍ବାର ଦର ବୃଦ୍ଧି କରାଯାଉଛି । କେନ୍ଦ୍ର ଓ ରାଜ୍ୟ ସରକାର ଟିକସ ହାର ହ୍ରାସ କରି ସାଧାରଣ ଜନତାଙ୍କୁ କିଛିଟା ଆଶ୍ୱସ୍ତି ଦେବା ଉଚିତ ବୋଲି ମୋର ମତ । (1300, 460, 1490, 629)
contact-line: କେବଳ ବିଜ୍ଞାପନ ପାଇଁ ଯୋଗାଯୋଗ କରନ୍ତୁ : (1317, 1552, 1478, 1584)
